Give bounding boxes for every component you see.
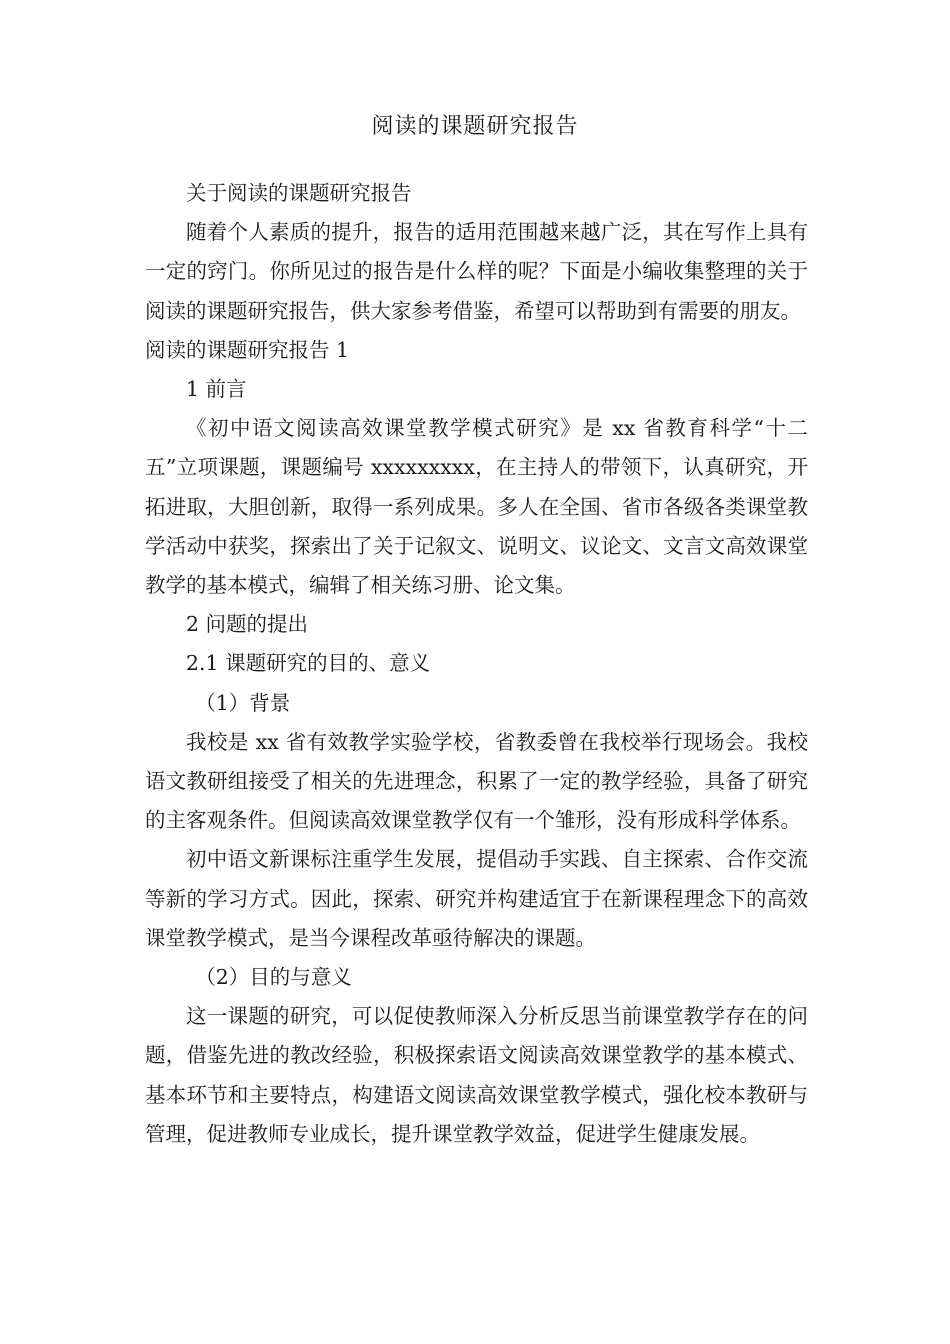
subtitle-paragraph: 关于阅读的课题研究报告 bbox=[186, 181, 412, 205]
document-body bbox=[145, 174, 808, 1154]
intro-paragraph: 随着个人素质的提升，报告的适用范围越来越广泛，其在写作上具有一定的窍门。你所见过的报告是什么样的呢？下面是小编收集整理的关于阅读的课题研究报告，供大家参考借鉴，希望可以帮助到有需要的朋友。 bbox=[145, 220, 808, 323]
preface-paragraph: 《初中语文阅读高效课堂教学模式研究》是 xx 省教育科学“十二五”立项课题，课题编号 xxxxxxxxx，在主持人的带领下，认真研究，开拓进取，大胆创新，取得一系列成果。多人在全国、省市各级各类课堂教学活动中获奖，探索出了关于记叙文、说明文、议论文、文言文高效课堂教学的基本模式，编辑了相关练习册、论文集。 bbox=[145, 416, 808, 598]
section-heading: 阅读的课题研究报告 1 bbox=[145, 337, 350, 362]
background-paragraph-2: 初中语文新课标注重学生发展，提倡动手实践、自主探索、合作交流等新的学习方式。因此，探索、研究并构建适宜于在新课程理念下的高效课堂教学模式，是当今课程改革亟待解决的课题。 bbox=[145, 847, 808, 950]
heading-preface: 1 前言 bbox=[186, 377, 247, 402]
heading-problem: 2 问题的提出 bbox=[186, 612, 309, 637]
heading-background: （1）背景 bbox=[195, 690, 291, 715]
background-paragraph-1: 我校是 xx 省有效教学实验学校，省教委曾在我校举行现场会。我校语文教研组接受了相关的先进理念，积累了一定的教学经验，具备了研究的主客观条件。但阅读高效课堂教学仅有一个雏形，没有形成科学体系。 bbox=[145, 729, 808, 833]
document-title: 阅读的课题研究报告 bbox=[371, 114, 579, 139]
heading-purpose-significance: （2）目的与意义 bbox=[195, 965, 352, 990]
heading-purpose: 2.1 课题研究的目的、意义 bbox=[186, 651, 431, 676]
purpose-paragraph: 这一课题的研究，可以促使教师深入分析反思当前课堂教学存在的问题，借鉴先进的教改经验，积极探索语文阅读高效课堂教学的基本模式、基本环节和主要特点，构建语文阅读高效课堂教学模式，强化校本教研与管理，促进教师专业成长，提升课堂教学效益，促进学生健康发展。 bbox=[145, 1004, 808, 1146]
